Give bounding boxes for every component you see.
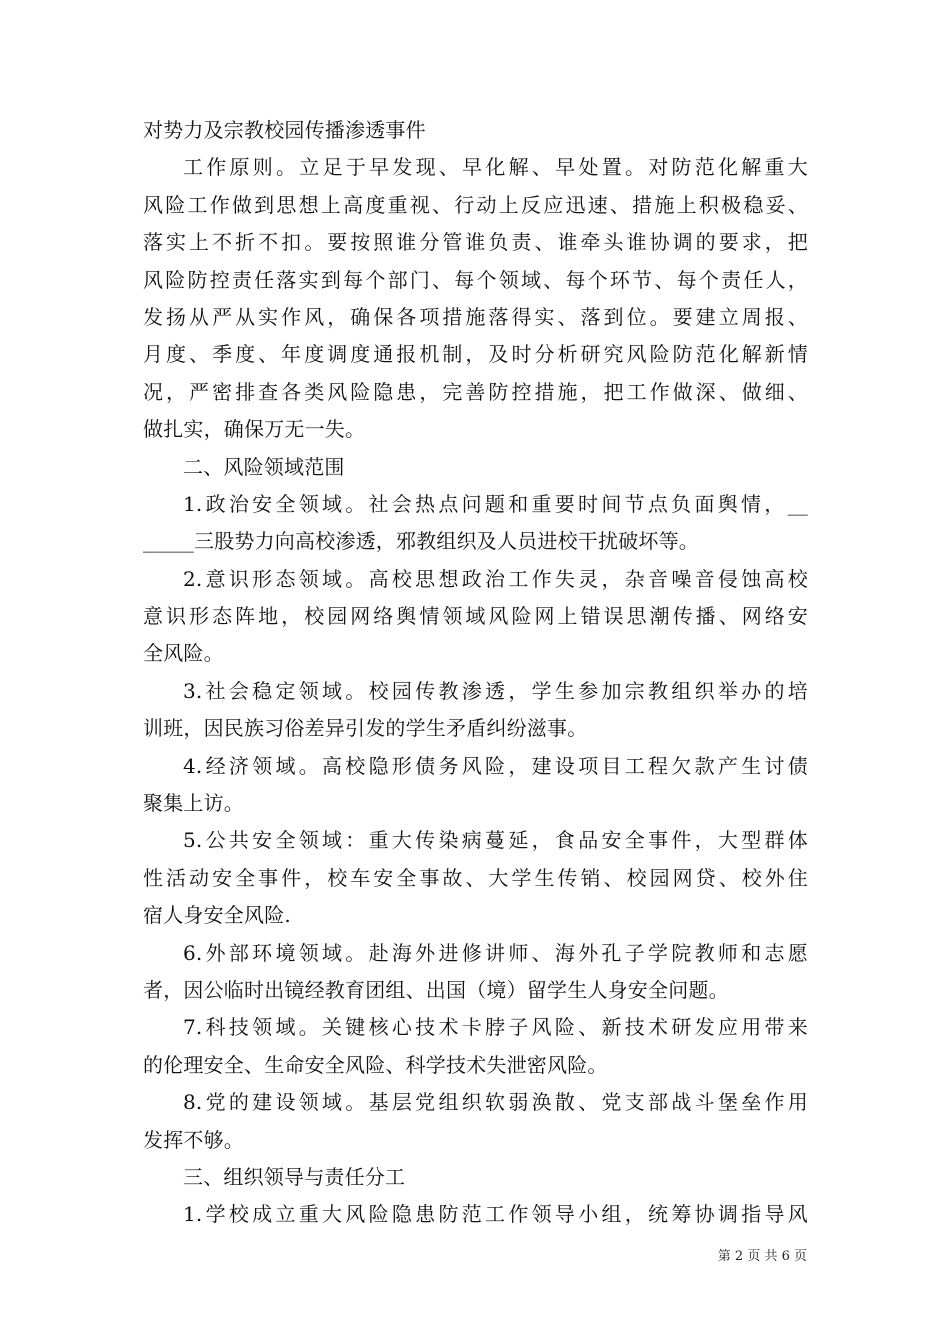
text-line: 者，因公临时出镜经教育团组、出国（境）留学生人身安全问题。 [143,977,729,1002]
text-line: 聚集上访。 [143,791,244,816]
document-body [143,112,808,1234]
paragraph-principles-line: 工作原则。立足于早发现、早化解、早处置。对防范化解重大 [183,155,808,180]
item-leading-group: 1.学校成立重大风险隐患防范工作领导小组，统筹协调指导风 [183,1202,808,1227]
item-external-environment: 6.外部环境领域。赴海外进修讲师、海外孔子学院教师和志愿 [183,940,808,965]
text-line: 意识形态阵地，校园网络舆情领域风险网上错误思潮传播、网络安 [143,604,808,629]
text-line: 对势力及宗教校园传播渗透事件 [143,118,426,142]
item-political-security: 1.政治安全领域。社会热点问题和重要时间节点负面舆情，__ [183,491,808,516]
text-line: 宿人身安全风险. [143,903,291,928]
text-line: 性活动安全事件，校车安全事故、大学生传销、校园网贷、校外住 [143,865,808,890]
item-social-stability: 3.社会稳定领域。校园传教渗透，学生参加宗教组织举办的培 [183,678,808,703]
text-line: _____三股势力向高校渗透，邪教组织及人员进校干扰破坏等。 [143,529,699,554]
page-number-footer: 第 2 页 共 6 页 [717,1249,807,1264]
text-line: 发挥不够。 [143,1127,244,1152]
item-technology: 7.科技领域。关键核心技术卡脖子风险、新技术研发应用带来 [183,1015,808,1040]
section-heading-organization: 三、组织领导与责任分工 [183,1164,406,1189]
text-line: 的伦理安全、生命安全风险、科学技术失泄密风险。 [143,1052,608,1077]
item-ideology: 2.意识形态领域。高校思想政治工作失灵，杂音噪音侵蚀高校 [183,566,808,591]
text-line: 况，严密排查各类风险隐患，完善防控措施，把工作做深、做细、 [143,379,808,404]
item-party-building: 8.党的建设领域。基层党组织软弱涣散、党支部战斗堡垒作用 [183,1090,808,1115]
item-public-safety: 5.公共安全领域：重大传染病蔓延，食品安全事件，大型群体 [183,828,808,853]
text-line: 落实上不折不扣。要按照谁分管谁负责、谁牵头谁协调的要求，把 [143,230,808,255]
item-economy: 4.经济领域。高校隐形债务风险，建设项目工程欠款产生讨债 [183,753,808,778]
text-line: 发扬从严从实作风，确保各项措施落得实、落到位。要建立周报、 [143,304,808,329]
text-line: 风险工作做到思想上高度重视、行动上反应迅速、措施上积极稳妥、 [143,192,808,217]
section-heading-risk-areas: 二、风险领域范围 [183,454,345,479]
text-line: 风险防控责任落实到每个部门、每个领域、每个环节、每个责任人， [143,267,808,292]
text-line: 做扎实，确保万无一失。 [143,417,366,442]
text-line: 全风险。 [143,641,224,666]
text-line: 训班，因民族习俗差异引发的学生矛盾纠纷滋事。 [143,716,588,741]
text-line: 月度、季度、年度调度通报机制，及时分析研究风险防范化解新情 [143,342,808,367]
